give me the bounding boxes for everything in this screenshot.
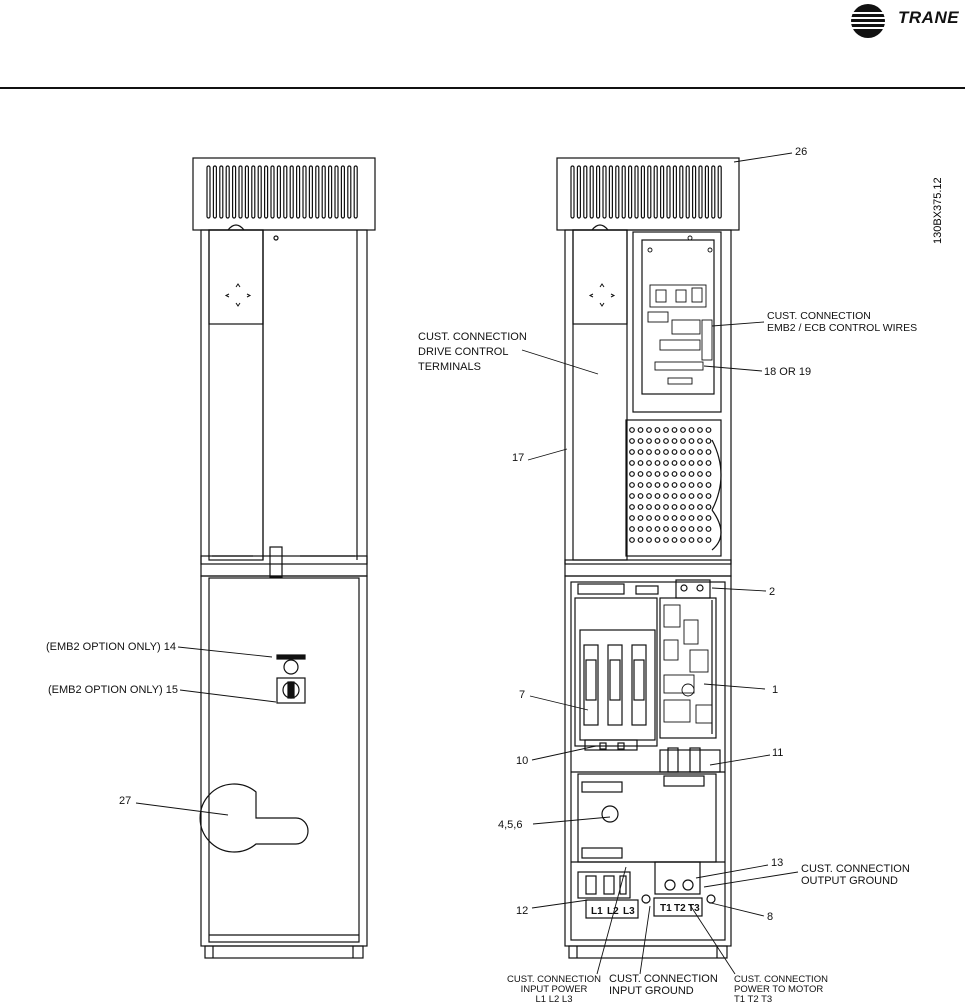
callout-8: 8 <box>767 911 774 923</box>
callout-power-to-motor: CUST. CONNECTION POWER TO MOTOR T1 T2 T3 <box>734 974 828 1005</box>
vent-slot <box>271 166 274 218</box>
perforation-hole <box>655 483 660 488</box>
vent-slot <box>590 166 593 218</box>
vent-slot <box>629 166 632 218</box>
terminal-label-l2: L2 <box>607 906 619 917</box>
vent-slot <box>718 166 721 218</box>
perforation-hole <box>672 505 677 510</box>
vent-slot <box>290 166 293 218</box>
perforation-hole <box>681 483 686 488</box>
perforation-hole <box>638 450 643 455</box>
perforation-hole <box>672 538 677 543</box>
perforation-hole <box>672 472 677 477</box>
left-cabinet <box>193 158 375 958</box>
perforation-hole <box>706 428 711 433</box>
lcp-keypad-icon <box>226 284 250 306</box>
perforation-hole <box>681 450 686 455</box>
callout-12: 12 <box>516 905 529 917</box>
perforation-hole <box>630 428 635 433</box>
perforation-hole <box>638 494 643 499</box>
right-top-vents <box>571 166 721 218</box>
perforation-hole <box>672 428 677 433</box>
control-board <box>648 236 712 384</box>
vent-slot <box>207 166 210 218</box>
perforation-hole <box>647 461 652 466</box>
vent-slot <box>303 166 306 218</box>
vent-slot <box>239 166 242 218</box>
vent-slot <box>258 166 261 218</box>
perforation-hole <box>689 516 694 521</box>
vent-slot <box>220 166 223 218</box>
vent-slot <box>648 166 651 218</box>
perforation-hole <box>630 538 635 543</box>
perforation-hole <box>655 505 660 510</box>
perforation-hole <box>689 483 694 488</box>
left-top-vents <box>207 166 357 218</box>
vent-slot <box>603 166 606 218</box>
perforation-hole <box>647 538 652 543</box>
perforation-hole <box>647 516 652 521</box>
terminal-label-l3: L3 <box>623 906 635 917</box>
perforation-hole <box>630 527 635 532</box>
perforation-hole <box>664 483 669 488</box>
perforation-hole <box>655 527 660 532</box>
vent-slot <box>329 166 332 218</box>
perforation-hole <box>681 538 686 543</box>
vent-slot <box>571 166 574 218</box>
right-cabinet <box>557 158 739 958</box>
perforation-hole <box>706 494 711 499</box>
perforation-hole <box>698 505 703 510</box>
callout-input-power: CUST. CONNECTION INPUT POWER L1 L2 L3 <box>507 974 601 1005</box>
perforation-hole <box>638 428 643 433</box>
vent-slot <box>341 166 344 218</box>
perforation-hole <box>647 450 652 455</box>
perforation-hole <box>681 505 686 510</box>
vent-slot <box>316 166 319 218</box>
callout-15: (EMB2 OPTION ONLY) 15 <box>48 684 178 696</box>
perforation-hole <box>698 483 703 488</box>
callout-26: 26 <box>795 146 808 158</box>
perforation-hole <box>664 428 669 433</box>
vent-slot <box>686 166 689 218</box>
perforation-hole <box>664 450 669 455</box>
vent-slot <box>577 166 580 218</box>
vent-slot <box>265 166 268 218</box>
vent-slot <box>348 166 351 218</box>
perforation-hole <box>664 461 669 466</box>
fuse-block <box>584 645 646 725</box>
perforation-hole <box>681 439 686 444</box>
perforation-hole <box>706 505 711 510</box>
perforation-hole <box>689 505 694 510</box>
perforation-hole <box>655 472 660 477</box>
perforation-hole <box>647 439 652 444</box>
perforation-hole <box>706 516 711 521</box>
perforation-hole <box>681 494 686 499</box>
perforation-hole <box>655 516 660 521</box>
perforation-hole <box>698 428 703 433</box>
vent-slot <box>584 166 587 218</box>
vent-slot <box>622 166 625 218</box>
perforation-hole <box>664 527 669 532</box>
perforation-hole <box>706 472 711 477</box>
callout-18-or-19: 18 OR 19 <box>764 366 812 378</box>
perforation-hole <box>698 527 703 532</box>
perforation-hole <box>630 461 635 466</box>
vent-slot <box>680 166 683 218</box>
callout-27: 27 <box>119 795 132 807</box>
perforation-hole <box>664 538 669 543</box>
perforation-hole <box>630 450 635 455</box>
perforation-hole <box>664 439 669 444</box>
perforation-hole <box>681 516 686 521</box>
perforation-hole <box>638 483 643 488</box>
vent-slot <box>226 166 229 218</box>
perforation-hole <box>630 439 635 444</box>
vent-slot <box>654 166 657 218</box>
vent-slot <box>699 166 702 218</box>
perforation-hole <box>630 472 635 477</box>
perforation-hole <box>681 472 686 477</box>
perforation-hole <box>655 439 660 444</box>
callout-10: 10 <box>516 755 529 767</box>
callout-drive-control-terminals: CUST. CONNECTION DRIVE CONTROL TERMINALS <box>418 331 527 373</box>
perforation-hole <box>689 494 694 499</box>
perforation-hole <box>698 450 703 455</box>
perforation-hole <box>681 428 686 433</box>
perforation-hole <box>706 439 711 444</box>
perforation-hole <box>672 450 677 455</box>
perforation-hole <box>638 516 643 521</box>
terminal-labels <box>591 903 700 917</box>
perforation-hole <box>630 505 635 510</box>
vent-slot <box>335 166 338 218</box>
perforation-hole <box>698 472 703 477</box>
perforation-hole <box>638 472 643 477</box>
callout-17: 17 <box>512 452 525 464</box>
vent-slot <box>635 166 638 218</box>
perforation-hole <box>655 461 660 466</box>
perforation-hole <box>698 516 703 521</box>
perforation-hole <box>630 494 635 499</box>
perforation-hole <box>698 494 703 499</box>
perforation-hole <box>647 483 652 488</box>
callout-input-ground: CUST. CONNECTION INPUT GROUND <box>609 973 718 997</box>
terminal-label-t3: T3 <box>688 903 700 914</box>
vent-slot <box>673 166 676 218</box>
callout-emb2-ecb-control-wires: CUST. CONNECTION EMB2 / ECB CONTROL WIRES <box>767 310 918 334</box>
vent-slot <box>641 166 644 218</box>
perforation-hole <box>689 428 694 433</box>
callout-13: 13 <box>771 857 784 869</box>
perforation-hole <box>638 538 643 543</box>
vent-slot <box>354 166 357 218</box>
document-id: 130BX375.12 <box>932 177 944 244</box>
perforation-hole <box>664 472 669 477</box>
vent-slot <box>661 166 664 218</box>
perforation-hole <box>689 450 694 455</box>
callout-output-ground: CUST. CONNECTION OUTPUT GROUND <box>801 863 910 887</box>
perforation-hole <box>706 538 711 543</box>
perforation-hole <box>672 516 677 521</box>
brand-wordmark: TRANE <box>898 8 960 27</box>
perforation-hole <box>638 527 643 532</box>
vent-slot <box>297 166 300 218</box>
vent-slot <box>245 166 248 218</box>
vent-slot <box>667 166 670 218</box>
perforation-hole <box>681 461 686 466</box>
perforation-hole <box>655 538 660 543</box>
vent-slot <box>712 166 715 218</box>
vent-slot <box>616 166 619 218</box>
perforation-hole <box>647 472 652 477</box>
perforation-hole <box>672 527 677 532</box>
perforation-hole <box>698 538 703 543</box>
perforation-hole <box>638 439 643 444</box>
perforation-hole <box>706 483 711 488</box>
perforation-hole <box>638 461 643 466</box>
perforation-hole <box>647 428 652 433</box>
callout-2: 2 <box>769 586 776 598</box>
vent-slot <box>309 166 312 218</box>
terminal-label-l1: L1 <box>591 906 603 917</box>
perforation-hole <box>689 538 694 543</box>
vent-slot <box>252 166 255 218</box>
perforation-hole <box>664 505 669 510</box>
callout-1: 1 <box>772 684 779 696</box>
perforation-hole <box>689 439 694 444</box>
perforation-hole <box>664 494 669 499</box>
perforation-hole <box>672 483 677 488</box>
callout-14: (EMB2 OPTION ONLY) 14 <box>46 641 176 653</box>
perforation-hole <box>655 428 660 433</box>
perforation-hole <box>689 472 694 477</box>
perforation-hole <box>672 494 677 499</box>
vent-slot <box>609 166 612 218</box>
vent-slot <box>693 166 696 218</box>
callout-7: 7 <box>519 689 526 701</box>
perforation-hole <box>638 505 643 510</box>
vent-slot <box>597 166 600 218</box>
perforation-hole <box>689 461 694 466</box>
perforation-hole <box>706 461 711 466</box>
perforation-hole <box>664 516 669 521</box>
perforation-hole <box>706 527 711 532</box>
perforation-hole <box>630 483 635 488</box>
perforation-hole <box>655 450 660 455</box>
vent-slot <box>322 166 325 218</box>
terminal-label-t1: T1 <box>660 903 672 914</box>
perforation-hole <box>647 494 652 499</box>
perforation-hole <box>681 527 686 532</box>
brand-logo-icon <box>851 4 885 38</box>
perforation-hole <box>698 439 703 444</box>
perforation-hole <box>647 505 652 510</box>
perforation-hole <box>698 461 703 466</box>
callout-4-5-6: 4,5,6 <box>498 819 523 831</box>
perforation-hole <box>672 461 677 466</box>
vent-slot <box>705 166 708 218</box>
perforation-hole <box>689 527 694 532</box>
perforation-hole <box>630 516 635 521</box>
perforation-hole <box>647 527 652 532</box>
vent-slot <box>213 166 216 218</box>
terminal-label-t2: T2 <box>674 903 686 914</box>
heatsink-perforations <box>630 428 711 543</box>
vent-slot <box>277 166 280 218</box>
callout-11: 11 <box>772 747 784 759</box>
vent-slot <box>284 166 287 218</box>
vent-slot <box>233 166 236 218</box>
perforation-hole <box>655 494 660 499</box>
perforation-hole <box>706 450 711 455</box>
perforation-hole <box>672 439 677 444</box>
